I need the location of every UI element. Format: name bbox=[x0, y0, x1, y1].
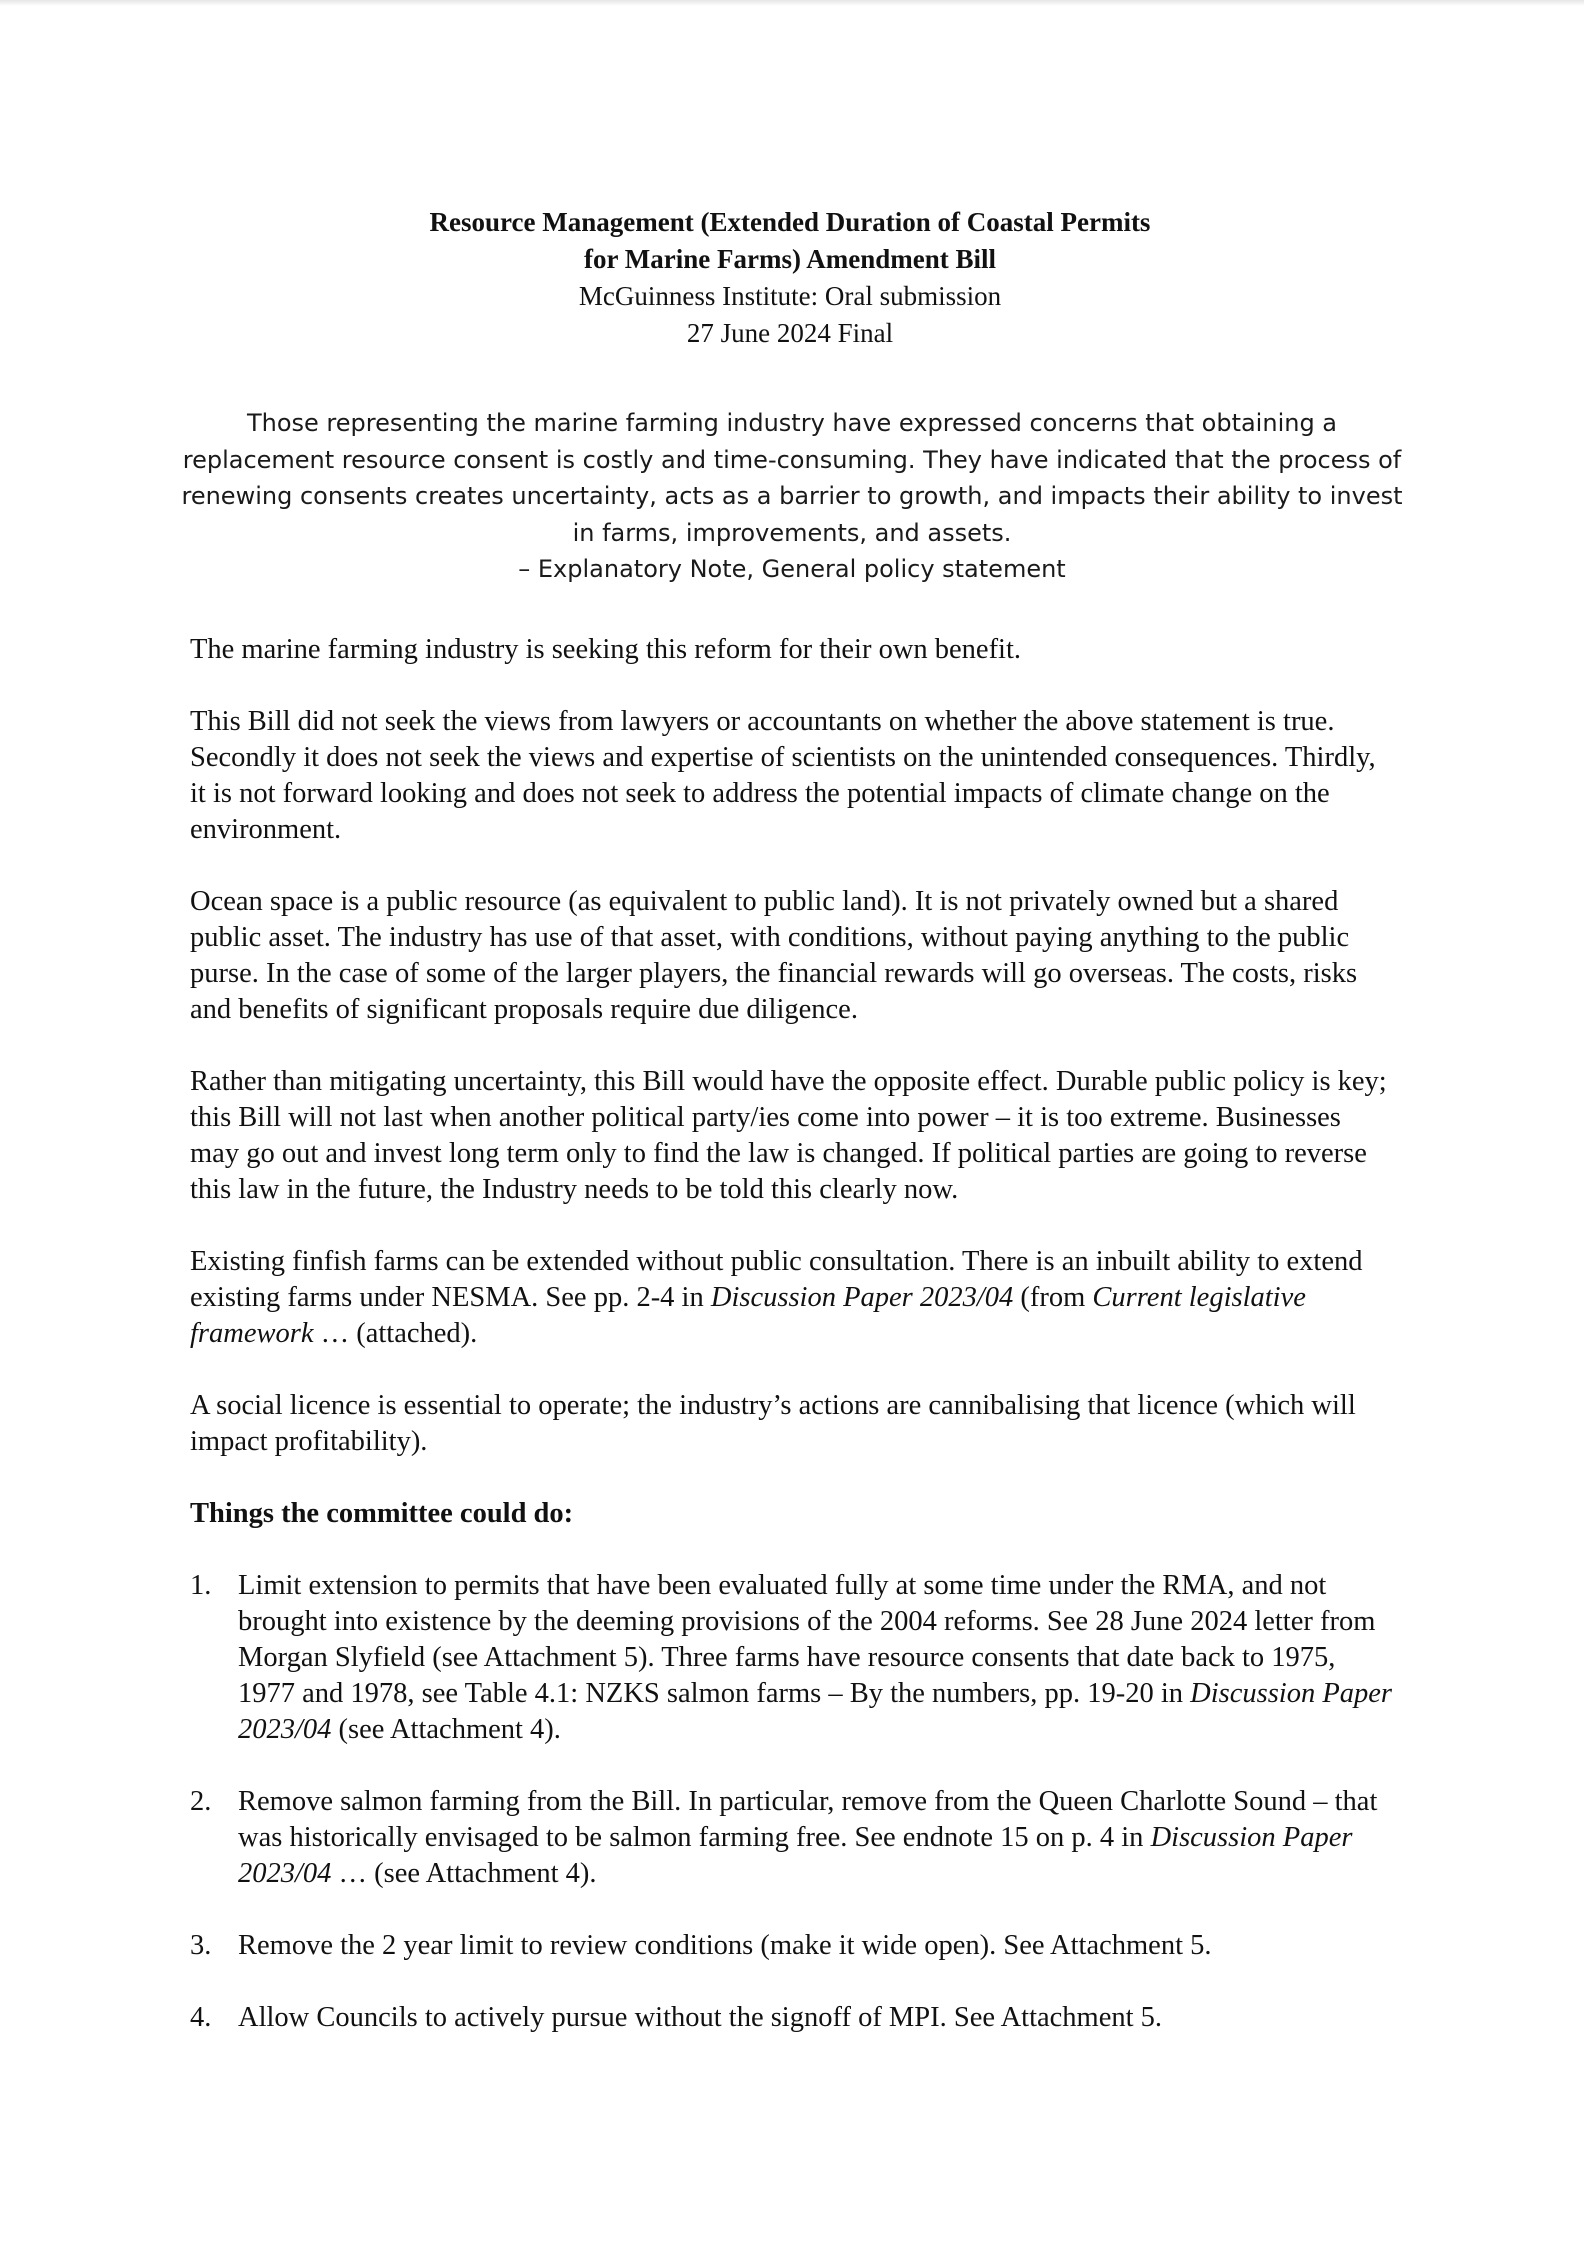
paragraph-public-resource: Ocean space is a public resource (as equivalent to public land). It is not privately owned but a shared public asset. The industry has use of that asset, with conditions, without paying anything to the public purse. In the case of some of the larger players, the financial rewards will go overseas. The costs, risks and benefits of significant proposals require due diligence. bbox=[190, 886, 1358, 1025]
finfish-text-2: (from bbox=[1013, 1282, 1093, 1313]
list-item-text: Remove the 2 year limit to review conditions (make it wide open). See Attachment 5. bbox=[238, 1930, 1212, 1961]
quote-attribution: – Explanatory Note, General policy statement bbox=[518, 555, 1066, 583]
paragraph-social-licence: A social licence is essential to operate; the industry’s actions are cannibalising that licence (which will impact profitability). bbox=[190, 1390, 1356, 1457]
list-item bbox=[190, 1928, 1395, 1964]
list-item-paper-title: Discussion Paper 2023/04 bbox=[238, 1822, 1353, 1889]
document-subtitle: McGuinness Institute: Oral submission bbox=[578, 281, 1002, 311]
list-item-number: 3. bbox=[190, 1930, 212, 1961]
document-body bbox=[190, 632, 1395, 2072]
document-header bbox=[190, 204, 1390, 352]
list-item bbox=[190, 1568, 1395, 1748]
page-top-shadow bbox=[0, 0, 1584, 6]
list-item-text-end: (see Attachment 4). bbox=[331, 1714, 561, 1745]
document-title-line-1: Resource Management (Extended Duration of Coastal Permits bbox=[429, 207, 1151, 237]
list-item bbox=[190, 2000, 1395, 2036]
quote-text: Those representing the marine farming industry have expressed concerns that obtaining a replacement resource consent is costly and time-consuming. They have indicated that the process of renewing consents creates uncertainty, acts as a barrier to growth, and impacts their ability to invest in farms, improvements, and assets. bbox=[181, 409, 1403, 547]
list-item-number: 4. bbox=[190, 2002, 212, 2033]
list-item-text: Allow Councils to actively pursue without the signoff of MPI. See Attachment 5. bbox=[238, 2002, 1163, 2033]
list-item bbox=[190, 1784, 1395, 1892]
finfish-paper-title: Discussion Paper 2023/04 bbox=[710, 1282, 1014, 1313]
document-title-line-2: for Marine Farms) Amendment Bill bbox=[584, 244, 996, 274]
paragraph-industry-benefit: The marine farming industry is seeking this reform for their own benefit. bbox=[190, 634, 1022, 665]
list-item-text-end: … (see Attachment 4). bbox=[331, 1858, 597, 1889]
explanatory-note-quote bbox=[178, 405, 1406, 588]
committee-actions-heading: Things the committee could do: bbox=[190, 1498, 574, 1529]
paragraph-finfish-farms bbox=[190, 1244, 1395, 1352]
finfish-framework-title: Current legislative framework bbox=[190, 1282, 1306, 1349]
list-item-text: Limit extension to permits that have been evaluated fully at some time under the RMA, and not brought into existence by the deeming provisions of the 2004 reforms. See 28 June 2024 letter from Morgan Slyfield (see Attachment 5). Three farms have resource consents that date back to 1975, 1977 and 1978, see Table 4.1: NZKS salmon farms – By the numbers, pp. 19-20 in bbox=[238, 1570, 1376, 1709]
paragraph-views-not-sought: This Bill did not seek the views from lawyers or accountants on whether the above statement is true. Secondly it does not seek the views and expertise of scientists on the unintended consequences. Thirdly, it is not forward looking and does not seek to address the potential impacts of climate change on the environment. bbox=[190, 706, 1376, 845]
committee-actions-list bbox=[190, 1568, 1395, 2036]
document-date: 27 June 2024 Final bbox=[686, 318, 894, 348]
paragraph-uncertainty: Rather than mitigating uncertainty, this Bill would have the opposite effect. Durable public policy is key; this Bill will not last when another political party/ies come into power – it is too extreme. Businesses may go out and invest long term only to find the law is changed. If political parties are going to reverse this law in the future, the Industry needs to be told this clearly now. bbox=[190, 1066, 1387, 1205]
list-item-paper-title: Discussion Paper 2023/04 bbox=[238, 1678, 1392, 1745]
list-item-number: 1. bbox=[190, 1570, 212, 1601]
list-item-text: Remove salmon farming from the Bill. In particular, remove from the Queen Charlotte Sound – that was historically envisaged to be salmon farming free. See endnote 15 on p. 4 in bbox=[238, 1786, 1378, 1853]
finfish-text-1: Existing finfish farms can be extended without public consultation. There is an inbuilt ability to extend existing farms under NESMA. See pp. 2-4 in bbox=[190, 1246, 1363, 1313]
finfish-text-3: … (attached). bbox=[313, 1318, 478, 1349]
list-item-number: 2. bbox=[190, 1786, 212, 1817]
